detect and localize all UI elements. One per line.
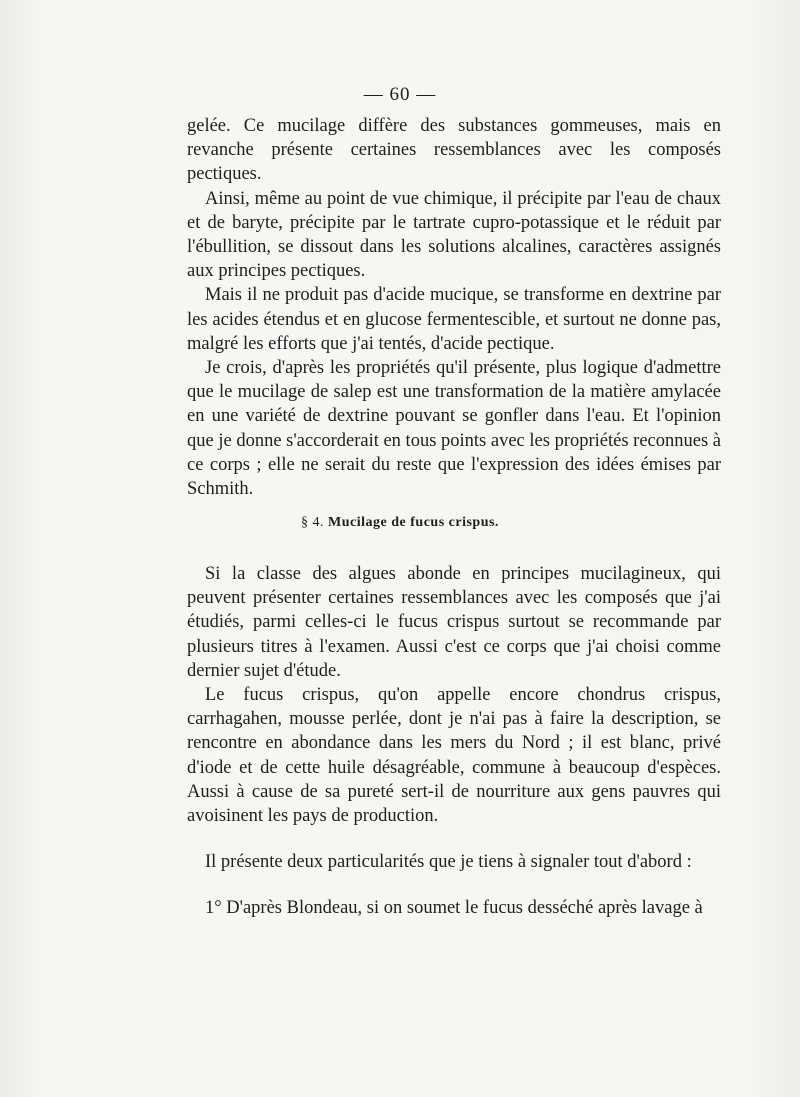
text-block-top [187,114,721,501]
section-number: § 4. [301,515,325,530]
paragraph: gelée. Ce mucilage diffère des substances gommeuses, mais en revanche présente certaines ressemblances avec les composés pectiques. [187,116,721,185]
paragraph: 1° D'après Blondeau, si on soumet le fucus desséché après lavage à [205,898,703,919]
paragraph: Mais il ne produit pas d'acide mucique, se transforme en dextrine par les acides étendus et en glucose fermentescible, et surtout ne donne pas, malgré les efforts que j'ai tentés, d'acide pectique. [187,285,721,354]
section-title: Mucilage de fucus crispus. [328,515,499,530]
paragraph: Si la classe des algues abonde en principes mucilagineux, qui peuvent présenter certaines ressemblances avec les composés que j'ai étudiés, parmi celles-ci le fucus crispus surtout se recommande par plusieurs titres à l'examen. Aussi c'est ce corps que j'ai choisi comme dernier sujet d'étude. [187,564,721,681]
paragraph: Il présente deux particularités que je tiens à signaler tout d'abord : [205,852,692,873]
text-block-bottom [187,562,721,921]
section-heading [0,515,800,531]
paragraph: Je crois, d'après les propriétés qu'il présente, plus logique d'admettre que le mucilage de salep est une transformation de la matière amylacée en une variété de dextrine pouvant se gonfler dans l'eau. Et l'opinion que je donne s'accorderait en tous points avec les propriétés reconnues à ce corps ; elle ne serait du reste que l'expression des idées émises par Schmith. [187,358,721,500]
paragraph-spacer [187,874,721,896]
paragraph: Le fucus crispus, qu'on appelle encore chondrus crispus, carrhagahen, mousse perlée, dont je n'ai pas à faire la description, se rencontre en abondance dans les mers du Nord ; il est blanc, privé d'iode et de cette huile désagréable, commune à beaucoup d'espèces. Aussi à cause de sa pureté sert-il de nourriture aux gens pauvres qui avoisinent les pays de production. [187,685,721,827]
paragraph: Ainsi, même au point de vue chimique, il précipite par l'eau de chaux et de baryte, précipite par le tartrate cupro-potassique et le réduit par l'ébullition, se dissout dans les solutions alcalines, caractères assignés aux principes pectiques. [187,188,721,282]
page-number: — 60 — [363,84,437,105]
paragraph-spacer [187,828,721,850]
